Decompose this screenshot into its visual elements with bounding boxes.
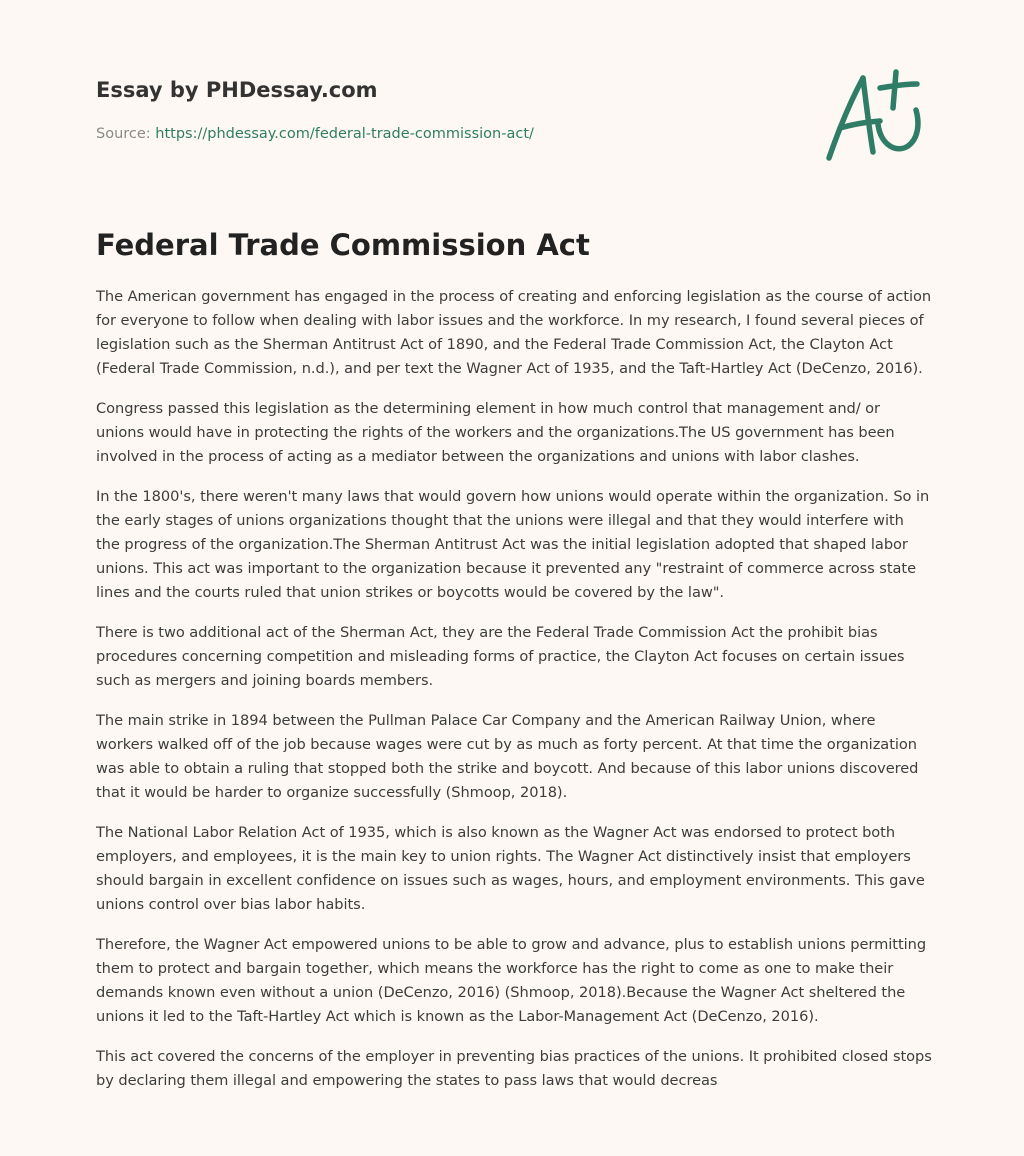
source-link[interactable]: https://phdessay.com/federal-trade-commission-act/ xyxy=(155,126,534,142)
site-brand: Essay by PHDessay.com xyxy=(96,78,378,102)
article-body xyxy=(96,285,932,1109)
article-paragraph: In the 1800's, there weren't many laws that would govern how unions would operate within the organization. So in the early stages of unions organizations thought that the unions were illegal and that they would interfere with the progress of the organization.The Sherman Antitrust Act was the initial legislation adopted that shaped labor unions. This act was important to the organization because it prevented any "restraint of commerce across state lines and the courts ruled that union strikes or boycotts would be covered by the law". xyxy=(96,488,930,601)
article-paragraph: The American government has engaged in the process of creating and enforcing legislation as the course of action for everyone to follow when dealing with labor issues and the workforce. In my research, I found several pieces of legislation such as the Sherman Antitrust Act of 1890, and the Federal Trade Commission Act, the Clayton Act (Federal Trade Commission, n.d.), and per text the Wagner Act of 1935, and the Taft-Hartley Act (DeCenzo, 2016). xyxy=(96,288,932,377)
article-paragraph: The National Labor Relation Act of 1935, which is also known as the Wagner Act was endorsed to protect both employers, and employees, it is the main key to union rights. The Wagner Act distinctively insist that employers should bargain in excellent confidence on issues such as wages, hours, and employment environments. This gave unions control over bias labor habits. xyxy=(96,824,925,913)
article-title: Federal Trade Commission Act xyxy=(96,228,590,262)
article-paragraph: There is two additional act of the Sherman Act, they are the Federal Trade Commission Act the prohibit bias procedures concerning competition and misleading forms of practice, the Clayton Act focuses on certain issues such as mergers and joining boards members. xyxy=(96,624,905,689)
source-line xyxy=(96,124,796,144)
source-label: Source: xyxy=(96,126,156,142)
a-plus-logo-icon xyxy=(820,66,930,166)
article-paragraph: This act covered the concerns of the employer in preventing bias practices of the unions. It prohibited closed stops by declaring them illegal and empowering the states to pass laws that would decreas xyxy=(96,1048,932,1089)
article-paragraph: Congress passed this legislation as the determining element in how much control that management and/ or unions would have in protecting the rights of the workers and the organizations.The US government has been involved in the process of acting as a mediator between the organizations and unions with labor clashes. xyxy=(96,400,895,465)
article-paragraph: The main strike in 1894 between the Pullman Palace Car Company and the American Railway Union, where workers walked off of the job because wages were cut by as much as forty percent. At that time the organization was able to obtain a ruling that stopped both the strike and boycott. And because of this labor unions discovered that it would be harder to organize successfully (Shmoop, 2018). xyxy=(96,712,919,801)
article-paragraph: Therefore, the Wagner Act empowered unions to be able to grow and advance, plus to establish unions permitting them to protect and bargain together, which means the workforce has the right to come as one to make their demands known even without a union (DeCenzo, 2016) (Shmoop, 2018).Because the Wagner Act sheltered the unions it led to the Taft-Hartley Act which is known as the Labor-Management Act (DeCenzo, 2016). xyxy=(96,936,927,1025)
essay-header xyxy=(96,76,796,144)
